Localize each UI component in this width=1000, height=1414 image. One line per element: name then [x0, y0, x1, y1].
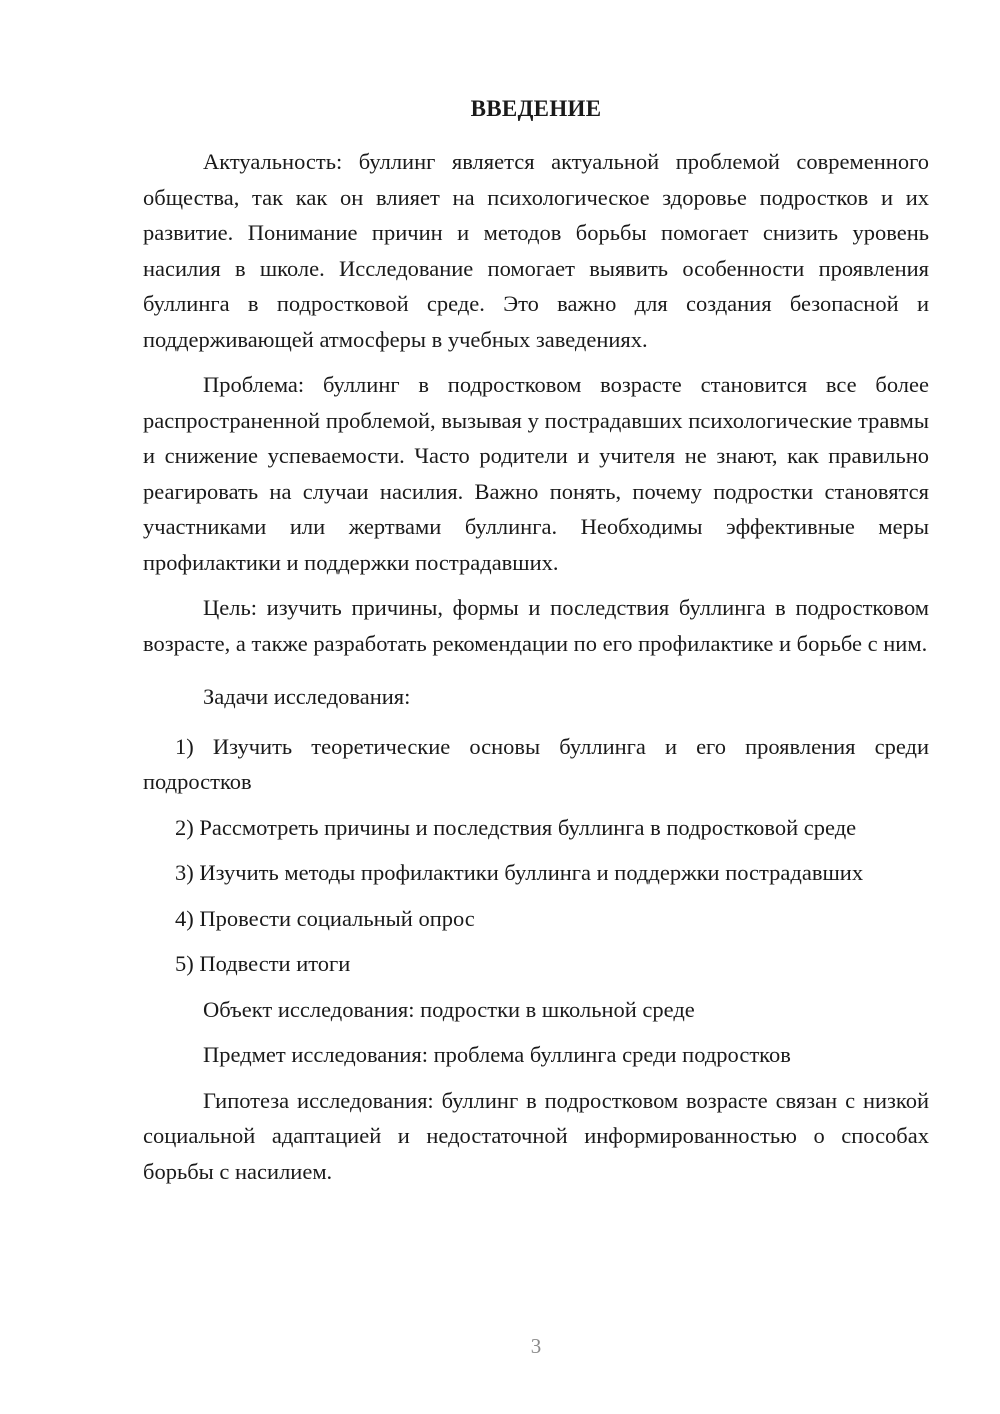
- page-title: ВВЕДЕНИЕ: [470, 96, 602, 121]
- research-object: Объект исследования: подростки в школьной среде: [203, 996, 695, 1022]
- task-item: 1) Изучить теоретические основы буллинга и его проявления среди подростков: [143, 733, 929, 794]
- page-number: 3: [530, 1334, 542, 1358]
- document-body: [143, 144, 929, 1189]
- task-item: 4) Провести социальный опрос: [175, 905, 475, 931]
- tasks-heading: Задачи исследования:: [203, 684, 411, 709]
- problem-paragraph: Проблема: буллинг в подростковом возрасте становится все более распространенной проблемой, вызывая у пострадавших психологические травмы и снижение успеваемости. Часто родители и учителя не знают, как правильно реагировать на случаи насилия. Важно понять, почему подростки становятся участниками или жертвами буллинга. Необходимы эффективные меры профилактики и поддержки пострадавших.: [143, 372, 929, 575]
- goal-paragraph: Цель: изучить причины, формы и последствия буллинга в подростковом возрасте, а также разработать рекомендации по его профилактике и борьбе с ним.: [143, 595, 929, 656]
- task-item: 3) Изучить методы профилактики буллинга и поддержки пострадавших: [175, 860, 864, 885]
- research-hypothesis: Гипотеза исследования: буллинг в подростковом возрасте связан с низкой социальной адаптацией и недостаточной информированностью о способах борьбы с насилием.: [143, 1087, 929, 1184]
- research-subject: Предмет исследования: проблема буллинга среди подростков: [203, 1042, 791, 1067]
- relevance-paragraph: Актуальность: буллинг является актуальной проблемой современного общества, так как он влияет на психологическое здоровье подростков и их развитие. Понимание причин и методов борьбы помогает снизить уровень насилия в школе. Исследование помогает выявить особенности проявления буллинга в подростковой среде. Это важно для создания безопасной и поддерживающей атмосферы в учебных заведениях.: [143, 149, 929, 352]
- task-item: 5) Подвести итоги: [175, 951, 351, 976]
- task-item: 2) Рассмотреть причины и последствия буллинга в подростковой среде: [175, 814, 857, 840]
